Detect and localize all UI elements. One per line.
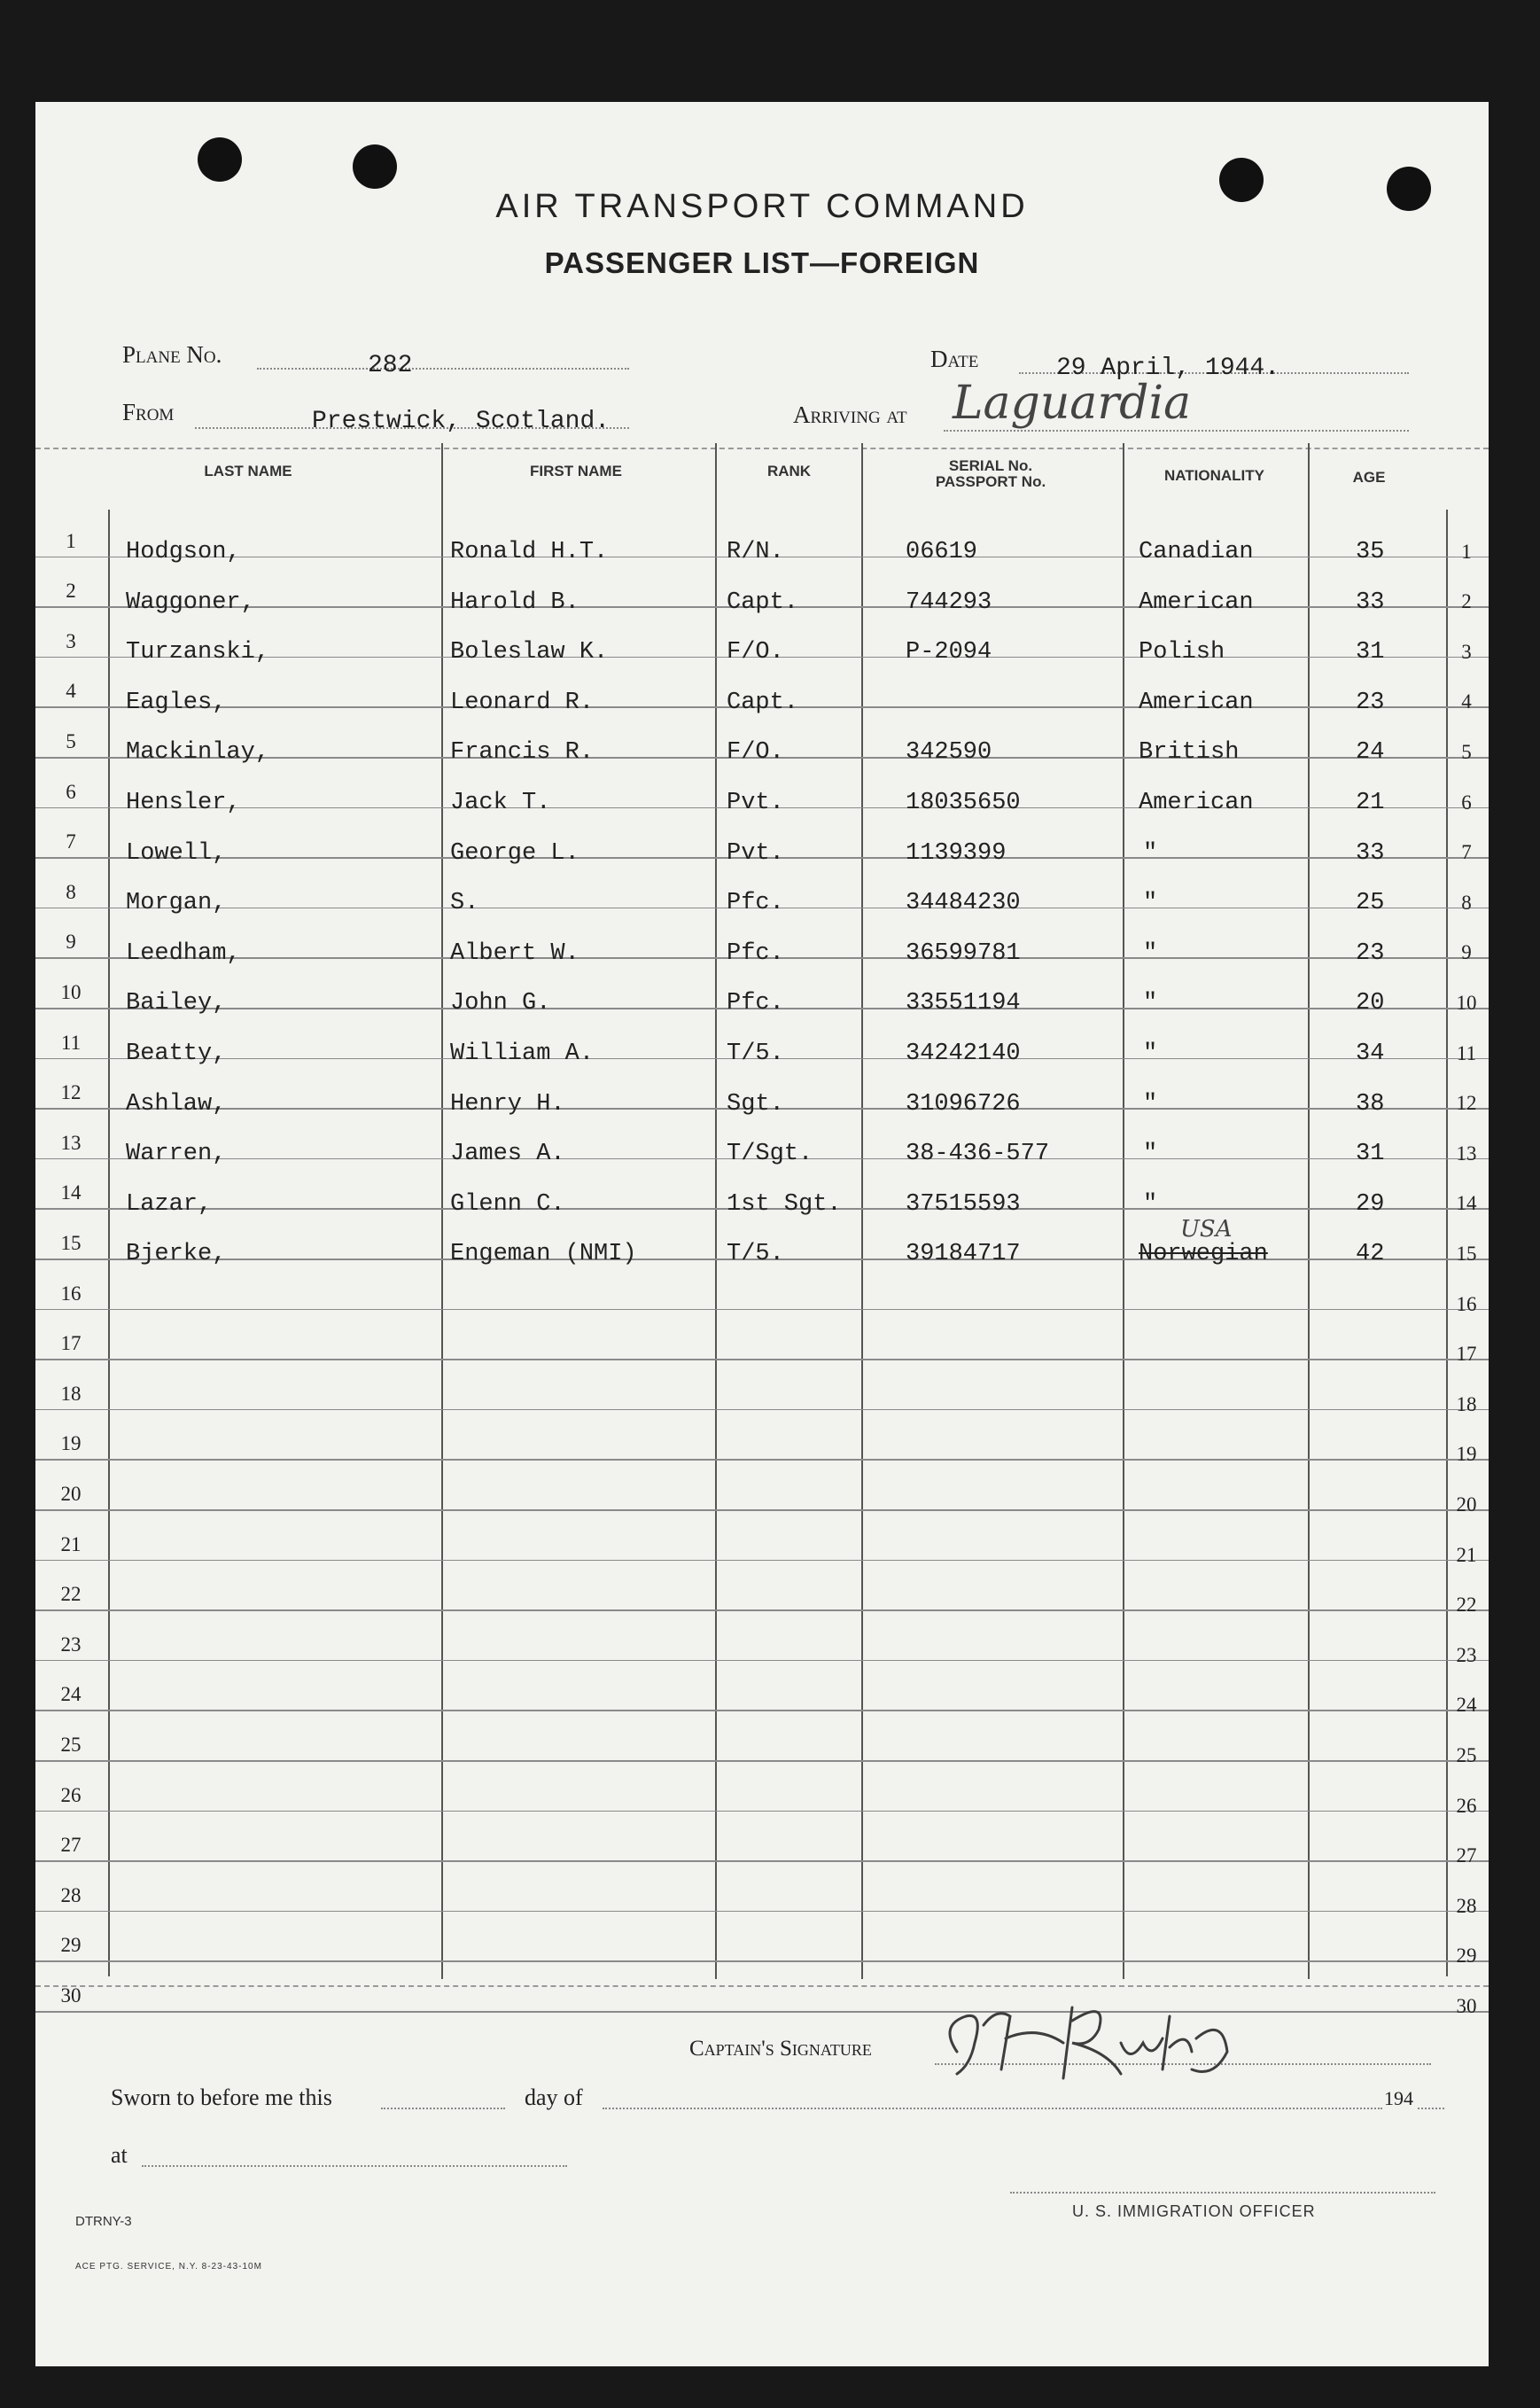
passenger-serial: 342590 <box>906 739 992 767</box>
table-column-divider <box>715 443 717 1979</box>
officer-label: U. S. IMMIGRATION OFFICER <box>1072 2202 1316 2220</box>
passenger-last-name: Eagles, <box>126 689 227 716</box>
arriving-value: Laguardia <box>953 377 1192 430</box>
passenger-age: 24 <box>1356 739 1385 767</box>
row-number-right: 26 <box>1456 1794 1477 1817</box>
passenger-first-name: Ronald H.T. <box>450 539 609 565</box>
passenger-serial: 06619 <box>906 539 978 565</box>
punch-hole <box>353 144 397 189</box>
passenger-serial: 1139399 <box>906 839 1007 867</box>
table-row-line <box>35 1309 1489 1311</box>
passenger-first-name: Albert W. <box>450 939 579 967</box>
form-title: AIR TRANSPORT COMMAND <box>495 188 1029 225</box>
passenger-nationality: " <box>1143 890 1158 917</box>
passenger-rank: T/Sgt. <box>727 1141 813 1168</box>
at-line <box>142 2165 567 2167</box>
row-number-left: 23 <box>60 1633 82 1656</box>
passenger-rank: R/N. <box>727 539 784 565</box>
passenger-age: 31 <box>1356 1141 1385 1168</box>
passenger-last-name: Morgan, <box>126 890 227 917</box>
row-number-left: 2 <box>66 580 76 603</box>
table-column-divider <box>1446 510 1448 1976</box>
passenger-nationality: " <box>1143 839 1158 867</box>
table-row-line <box>35 1560 1489 1562</box>
table-row-line <box>35 1359 1489 1360</box>
passenger-nationality: " <box>1143 990 1158 1017</box>
passenger-last-name: Waggoner, <box>126 588 255 616</box>
passenger-first-name: William A. <box>450 1040 595 1067</box>
row-number-left: 29 <box>60 1934 82 1957</box>
passenger-rank: Capt. <box>727 689 799 716</box>
row-number-right: 3 <box>1461 640 1472 663</box>
passenger-serial: 34484230 <box>906 890 1021 917</box>
passenger-list-sheet <box>35 102 1489 2366</box>
row-number-left: 27 <box>60 1834 82 1857</box>
passenger-serial: 37515593 <box>906 1190 1021 1218</box>
row-number-left: 19 <box>60 1432 82 1455</box>
row-number-right: 7 <box>1461 841 1472 864</box>
row-number-left: 17 <box>60 1332 82 1355</box>
row-number-right: 15 <box>1456 1243 1477 1265</box>
passenger-nationality: " <box>1143 939 1158 967</box>
row-number-left: 18 <box>60 1382 82 1405</box>
passenger-nationality: " <box>1143 1090 1158 1118</box>
row-number-right: 1 <box>1461 540 1472 563</box>
col-first-name: FIRST NAME <box>530 463 622 479</box>
row-number-left: 28 <box>60 1883 82 1906</box>
form-code: DTRNY-3 <box>75 2214 132 2229</box>
passenger-serial: 33551194 <box>906 990 1021 1017</box>
row-number-left: 24 <box>60 1683 82 1706</box>
passenger-age: 42 <box>1356 1241 1385 1268</box>
row-number-left: 1 <box>66 529 76 552</box>
passenger-first-name: John G. <box>450 990 551 1017</box>
passenger-nationality: British <box>1139 739 1240 767</box>
row-number-left: 9 <box>66 931 76 954</box>
passenger-rank: Sgt. <box>727 1090 784 1118</box>
passenger-first-name: Engeman (NMI) <box>450 1241 637 1268</box>
passenger-serial: 744293 <box>906 588 992 616</box>
row-number-left: 16 <box>60 1282 82 1305</box>
row-number-right: 13 <box>1456 1142 1477 1165</box>
table-row-line <box>35 1509 1489 1511</box>
passenger-last-name: Warren, <box>126 1141 227 1168</box>
table-row-line <box>35 1911 1489 1913</box>
passenger-serial: P-2094 <box>906 639 992 666</box>
row-number-right: 18 <box>1456 1392 1477 1415</box>
passenger-rank: Pfc. <box>727 990 784 1017</box>
passenger-age: 33 <box>1356 588 1385 616</box>
captain-signature-label: Captain's Signature <box>689 2037 872 2061</box>
passenger-age: 29 <box>1356 1190 1385 1218</box>
passenger-nationality: Polish <box>1139 639 1225 666</box>
passenger-rank: T/5. <box>727 1241 784 1268</box>
plane-no-line <box>257 368 629 370</box>
row-number-left: 4 <box>66 680 76 703</box>
from-value: Prestwick, Scotland. <box>312 408 611 435</box>
passenger-first-name: Leonard R. <box>450 689 595 716</box>
row-number-left: 5 <box>66 730 76 752</box>
col-serial-line1: SERIAL No. <box>948 457 1033 474</box>
passenger-age: 35 <box>1356 539 1385 565</box>
passenger-serial: 38-436-577 <box>906 1141 1050 1168</box>
passenger-first-name: S. <box>450 890 479 917</box>
table-row-line <box>35 1811 1489 1812</box>
row-number-right: 10 <box>1456 992 1477 1014</box>
passenger-rank: Pfc. <box>727 939 784 967</box>
table-row-line <box>35 1760 1489 1762</box>
from-label: From <box>122 399 175 425</box>
passenger-last-name: Bailey, <box>126 990 227 1017</box>
table-column-divider <box>861 443 863 1979</box>
passenger-serial: 31096726 <box>906 1090 1021 1118</box>
passenger-first-name: Jack T. <box>450 790 551 816</box>
table-row-line <box>35 1860 1489 1862</box>
table-row-line <box>35 1409 1489 1411</box>
officer-line <box>1010 2192 1435 2194</box>
punch-hole <box>198 137 242 182</box>
passenger-rank: Pfc. <box>727 890 784 917</box>
passenger-rank: Capt. <box>727 588 799 616</box>
row-number-left: 6 <box>66 780 76 803</box>
date-label: Date <box>930 346 979 372</box>
passenger-nationality: American <box>1139 790 1254 816</box>
table-row-line <box>35 1660 1489 1662</box>
row-number-left: 13 <box>60 1131 82 1154</box>
row-number-left: 26 <box>60 1783 82 1806</box>
row-number-left: 30 <box>60 1984 82 2007</box>
passenger-first-name: Glenn C. <box>450 1190 565 1218</box>
passenger-age: 38 <box>1356 1090 1385 1118</box>
row-number-right: 17 <box>1456 1343 1477 1366</box>
passenger-age: 20 <box>1356 990 1385 1017</box>
passenger-last-name: Leedham, <box>126 939 241 967</box>
table-row-line <box>35 1710 1489 1711</box>
passenger-rank: 1st Sgt. <box>727 1190 842 1218</box>
row-number-right: 23 <box>1456 1643 1477 1666</box>
row-number-right: 2 <box>1461 590 1472 613</box>
passenger-rank: F/O. <box>727 639 784 666</box>
sworn-line <box>381 2108 505 2109</box>
row-number-right: 25 <box>1456 1744 1477 1766</box>
year-prefix: 194 <box>1384 2087 1413 2109</box>
passenger-nationality: American <box>1139 689 1254 716</box>
passenger-first-name: George L. <box>450 839 579 867</box>
passenger-nationality: Norwegian <box>1139 1241 1268 1268</box>
row-number-left: 14 <box>60 1181 82 1204</box>
row-number-right: 5 <box>1461 741 1472 763</box>
passenger-age: 21 <box>1356 790 1385 816</box>
passenger-serial: 34242140 <box>906 1040 1021 1067</box>
passenger-last-name: Hodgson, <box>126 539 241 565</box>
passenger-rank: T/5. <box>727 1040 784 1067</box>
passenger-age: 31 <box>1356 639 1385 666</box>
plane-no-label: Plane No. <box>122 341 222 368</box>
row-number-left: 8 <box>66 880 76 903</box>
row-number-right: 19 <box>1456 1443 1477 1466</box>
passenger-rank: F/O. <box>727 739 784 767</box>
row-number-right: 21 <box>1456 1543 1477 1566</box>
captain-signature <box>930 1990 1356 2096</box>
at-label: at <box>111 2142 128 2168</box>
passenger-serial: 39184717 <box>906 1241 1021 1268</box>
passenger-nationality: " <box>1143 1141 1158 1168</box>
row-number-right: 30 <box>1456 1995 1477 2017</box>
day-of-label: day of <box>525 2085 583 2110</box>
passenger-rank: Pvt. <box>727 790 784 816</box>
passenger-nationality: " <box>1143 1040 1158 1067</box>
row-number-left: 22 <box>60 1583 82 1606</box>
row-number-left: 12 <box>60 1081 82 1104</box>
col-rank: RANK <box>766 463 812 479</box>
passenger-age: 23 <box>1356 939 1385 967</box>
footer-rule <box>35 1985 1489 1987</box>
passenger-first-name: Henry H. <box>450 1090 565 1118</box>
col-serial <box>862 458 1119 490</box>
passenger-last-name: Beatty, <box>126 1040 227 1067</box>
table-row-line <box>35 1609 1489 1611</box>
nationality-correction: USA <box>1180 1216 1233 1243</box>
row-number-right: 27 <box>1456 1844 1477 1867</box>
row-number-left: 20 <box>60 1483 82 1505</box>
table-row-line <box>35 1960 1489 1962</box>
row-number-right: 24 <box>1456 1694 1477 1717</box>
row-number-right: 8 <box>1461 891 1472 914</box>
row-number-right: 4 <box>1461 690 1472 713</box>
header-rule <box>35 448 1489 449</box>
passenger-rank: Pvt. <box>727 839 784 867</box>
passenger-age: 34 <box>1356 1040 1385 1067</box>
date-value: 29 April, 1944. <box>1056 355 1280 382</box>
table-column-divider <box>1308 443 1310 1979</box>
passenger-last-name: Ashlaw, <box>126 1090 227 1118</box>
passenger-last-name: Hensler, <box>126 790 241 816</box>
row-number-left: 21 <box>60 1532 82 1555</box>
day-of-line <box>603 2108 1382 2109</box>
col-last-name: LAST NAME <box>204 463 292 479</box>
table-column-divider <box>441 443 443 1979</box>
row-number-right: 28 <box>1456 1894 1477 1917</box>
row-number-right: 20 <box>1456 1493 1477 1516</box>
passenger-age: 25 <box>1356 890 1385 917</box>
row-number-left: 3 <box>66 629 76 652</box>
row-number-left: 7 <box>66 830 76 853</box>
col-serial-line2: PASSPORT No. <box>935 473 1046 490</box>
passenger-last-name: Lazar, <box>126 1190 213 1218</box>
col-nationality: NATIONALITY <box>1163 467 1264 484</box>
passenger-age: 33 <box>1356 839 1385 867</box>
row-number-left: 15 <box>60 1232 82 1254</box>
form-subtitle: PASSENGER LIST—FOREIGN <box>544 246 980 279</box>
passenger-nationality: " <box>1143 1190 1158 1218</box>
arriving-line <box>944 430 1409 432</box>
passenger-nationality: American <box>1139 588 1254 616</box>
passenger-first-name: Harold B. <box>450 588 579 616</box>
passenger-first-name: James A. <box>450 1141 565 1168</box>
sworn-label: Sworn to before me this <box>111 2085 332 2110</box>
passenger-serial: 18035650 <box>906 790 1021 816</box>
row-number-left: 10 <box>60 981 82 1003</box>
arriving-label: Arriving at <box>793 401 907 428</box>
plane-no-value: 282 <box>368 352 413 379</box>
passenger-last-name: Mackinlay, <box>126 739 270 767</box>
row-number-right: 11 <box>1456 1041 1477 1064</box>
passenger-first-name: Francis R. <box>450 739 595 767</box>
passenger-last-name: Bjerke, <box>126 1241 227 1268</box>
year-line <box>1418 2108 1444 2109</box>
row-number-right: 14 <box>1456 1192 1477 1215</box>
row-number-right: 16 <box>1456 1292 1477 1315</box>
row-number-right: 9 <box>1461 941 1472 964</box>
col-age: AGE <box>1352 469 1386 486</box>
passenger-last-name: Turzanski, <box>126 639 270 666</box>
passenger-age: 23 <box>1356 689 1385 716</box>
table-column-divider <box>1123 443 1124 1979</box>
row-number-left: 25 <box>60 1734 82 1756</box>
table-row-line <box>35 1459 1489 1461</box>
passenger-last-name: Lowell, <box>126 839 227 867</box>
passenger-nationality: Canadian <box>1139 539 1254 565</box>
passenger-first-name: Boleslaw K. <box>450 639 609 666</box>
passenger-serial: 36599781 <box>906 939 1021 967</box>
table-column-divider <box>108 510 110 1976</box>
row-number-left: 11 <box>60 1031 82 1054</box>
row-number-right: 29 <box>1456 1944 1477 1968</box>
row-number-right: 12 <box>1456 1092 1477 1115</box>
row-number-right: 6 <box>1461 791 1472 814</box>
printer-note: ACE PTG. SERVICE, N.Y. 8-23-43-10M <box>75 2262 262 2272</box>
row-number-right: 22 <box>1456 1594 1477 1617</box>
